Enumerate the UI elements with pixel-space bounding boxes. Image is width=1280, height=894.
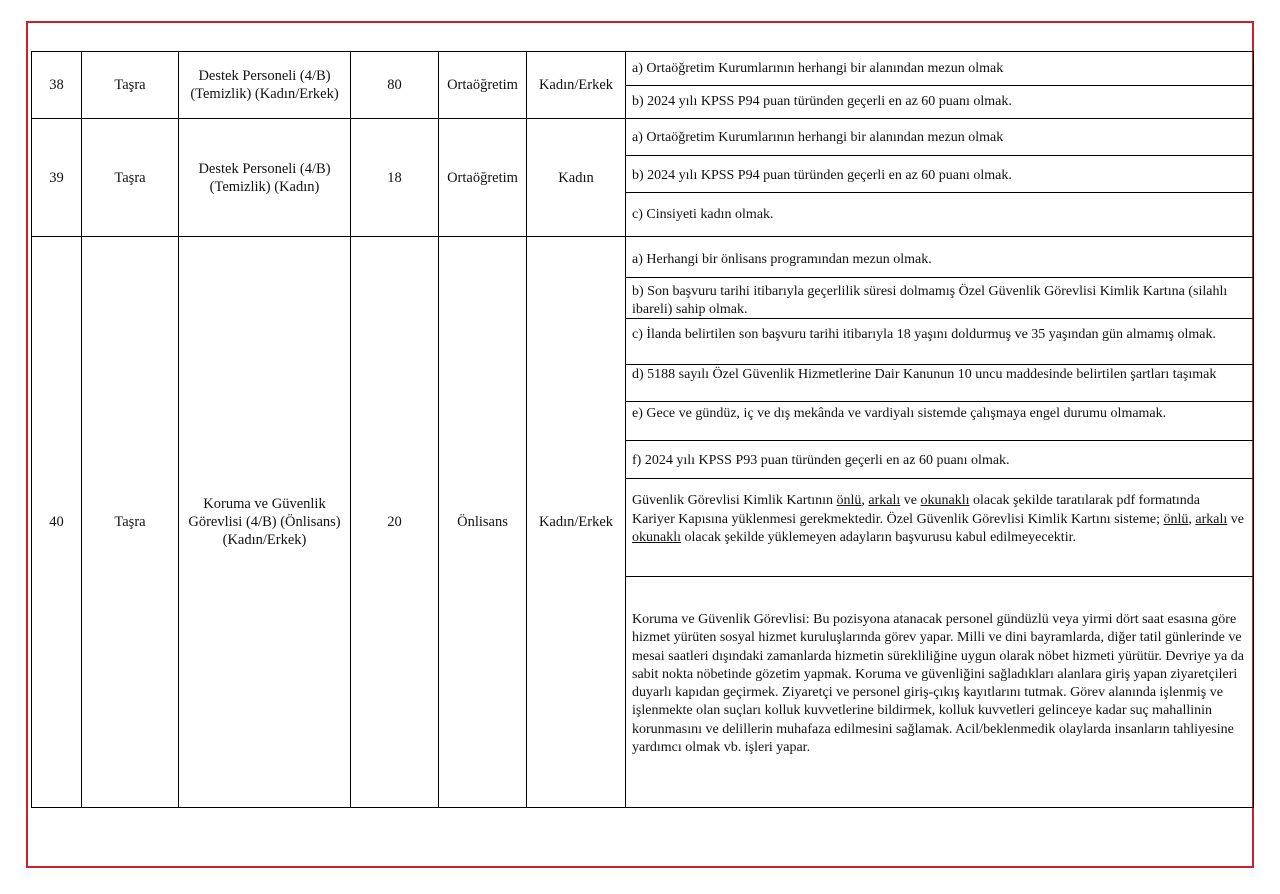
duty-description: Koruma ve Güvenlik Görevlisi: Bu pozisyona atanacak personel gündüzlü veya yirmi dört saat esasına göre hizmet yürüten sosyal hizmet kuruluşlarında görev yapar. Milli ve dini bayramlarda, diğer tatil günlerinde ve mesai saatleri dışındaki zamanlarda hizmetin sürekliliğine uygun olarak nöbet hizmeti yürütür. Devriye ya da sabit nokta nöbetinde gözetim yapmak. Koruma ve güvenliğini sağladıkları alanlara giriş yapan ziyaretçileri duyarlı kapıdan geçirmek. Ziyaretçi ve personel giriş-çıkış kayıtlarını tutmak. Görev alanında işlenmiş ve işlenmekte olan suçları kolluk kuvvetlerine bildirmek, kolluk kuvvetleri gelinceye kadar suç mahallinin korunmasını ve delillerin muhafaza edilmesini sağlamak. Acil/beklenmedik olaylarda insanların tahliyesine yardımcı olmak vb. işleri yapar. [632,612,1244,756]
note-text: , [1188,511,1196,527]
position-title: Destek Personeli (4/B) (Temizlik) (Kadın/Erkek) [190,68,339,102]
requirement-item: d) 5188 sayılı Özel Güvenlik Hizmetlerine Dair Kanunun 10 uncu maddesinde belirtilen şartları taşımak [632,367,1217,382]
note-text: Güvenlik Görevlisi Kimlik Kartının [632,493,837,508]
note-underlined: arkalı [1195,511,1228,527]
requirement-item: b) 2024 yılı KPSS P94 puan türünden geçerli en az 60 puanı olmak. [632,94,1012,109]
education-level: Ortaöğretim [447,77,518,93]
note-text: olacak şekilde yüklemeyen adayların başvurusu kabul edilmeyecektir. [681,530,1076,545]
gender: Kadın/Erkek [538,514,614,530]
education-level: Ortaöğretim [447,169,518,186]
note-text: olacak şekilde taratılarak pdf formatında Kariyer Kapısına yüklenmesi gerekmektedir. Özel Güvenlik Görevlisi Kimlik Kartını sisteme; [632,493,1201,527]
education-level: Önlisans [457,514,508,530]
row-number: 38 [49,77,64,93]
requirement-item: c) İlanda belirtilen son başvuru tarihi itibarıyla 18 yaşını doldurmuş ve 35 yaşından gün almamış olmak. [632,327,1216,342]
note-underlined: okunaklı [632,530,681,545]
position-count: 80 [387,77,402,93]
position-title: Koruma ve Güvenlik Görevlisi (4/B) (Önlisans)(Kadın/Erkek) [188,496,341,548]
row-number: 40 [49,514,64,530]
requirement-item: a) Ortaöğretim Kurumlarının herhangi bir alanından mezun olmak [632,130,1004,145]
position-count: 18 [387,169,402,186]
requirement-item: b) Son başvuru tarihi itibarıyla geçerlilik süresi dolmamış Özel Güvenlik Görevlisi Kimlik Kartına (silahlı ibareli) sahip olmak. [632,284,1228,317]
requirement-item: b) 2024 yılı KPSS P94 puan türünden geçerli en az 60 puanı olmak. [632,168,1012,183]
location: Taşra [114,514,146,530]
position-title: Destek Personeli (4/B) (Temizlik) (Kadın) [198,160,331,195]
note-underlined: okunaklı [920,493,970,508]
note-underlined: arkalı [868,493,901,508]
position-count: 20 [387,514,402,530]
requirement-item: a) Herhangi bir önlisans programından mezun olmak. [632,252,932,267]
note-underlined: önlü [1163,511,1189,527]
requirement-item: e) Gece ve gündüz, iç ve dış mekânda ve vardiyalı sistemde çalışmaya engel durumu olmamak. [632,406,1167,421]
requirement-item: a) Ortaöğretim Kurumlarının herhangi bir alanından mezun olmak [632,61,1004,76]
note-underlined: önlü [836,493,862,508]
row-number: 39 [49,169,64,186]
location: Taşra [114,169,146,186]
note-text: , [861,493,869,508]
note-text: ve [900,493,921,508]
note-text: ve [1227,511,1244,527]
requirement-item: f) 2024 yılı KPSS P93 puan türünden geçerli en az 60 puanı olmak. [632,453,1010,468]
requirement-item: c) Cinsiyeti kadın olmak. [632,207,774,222]
location: Taşra [114,77,146,93]
gender: Kadın/Erkek [538,77,614,93]
id-card-note [632,492,1246,548]
gender: Kadın [558,169,594,186]
